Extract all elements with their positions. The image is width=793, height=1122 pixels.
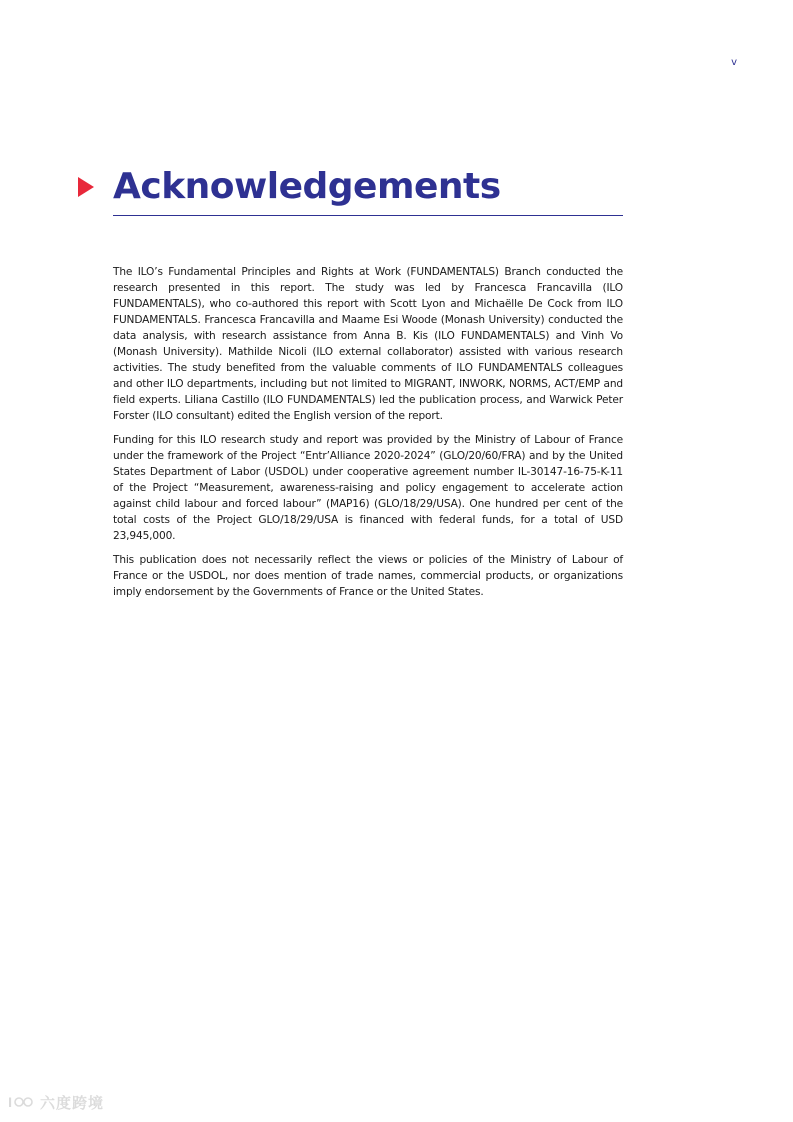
svg-text:l: l [8, 1096, 13, 1110]
watermark [8, 1091, 104, 1113]
title-underline [113, 215, 623, 216]
paragraph-funding: Funding for this ILO research study and report was provided by the Ministry of Labour of France under the framework of the Project “Entr’Alliance 2020-2024” (GLO/20/60/FRA) and by the United States Department of Labor (USDOL) under cooperative agreement number IL-30147-16-75-K-11 of the Project “Measurement, awareness-raising and policy engagement to accelerate action against child labour and forced labour” (MAP16) (GLO/18/29/USA). One hundred per cent of the total costs of the Project GLO/18/29/USA is financed with federal funds, for a total of USD 23,945,000. [113, 434, 623, 542]
page-number: v [731, 57, 737, 68]
heading-row [76, 166, 623, 216]
paragraph-disclaimer: This publication does not necessarily reflect the views or policies of the Ministry of Labour of France or the USDOL, nor does mention of trade names, commercial products, or organizations imply endorsement by the Governments of France or the United States. [113, 554, 623, 598]
page-title: Acknowledgements [113, 166, 501, 207]
infinity-logo-icon [8, 1094, 36, 1110]
acknowledgements-body [113, 264, 623, 608]
triangle-marker-icon [78, 177, 94, 197]
watermark-text: 六度跨境 [40, 1093, 105, 1112]
paragraph-research-team: The ILO’s Fundamental Principles and Rights at Work (FUNDAMENTALS) Branch conducted the research presented in this report. The study was led by Francesca Francavilla (ILO FUNDAMENTALS), who co-authored this report with Scott Lyon and Michaëlle De Cock from ILO FUNDAMENTALS. Francesca Francavilla and Maame Esi Woode (Monash University) conducted the data analysis, with research assistance from Anna B. Kis (ILO FUNDAMENTALS) and Vinh Vo (Monash University). Mathilde Nicoli (ILO external collaborator) assisted with various research activities. The study benefited from the valuable comments of ILO FUNDAMENTALS colleagues and other ILO departments, including but not limited to MIGRANT, INWORK, NORMS, ACT/EMP and field experts. Liliana Castillo (ILO FUNDAMENTALS) led the publication process, and Warwick Peter Forster (ILO consultant) edited the English version of the report. [113, 266, 623, 422]
